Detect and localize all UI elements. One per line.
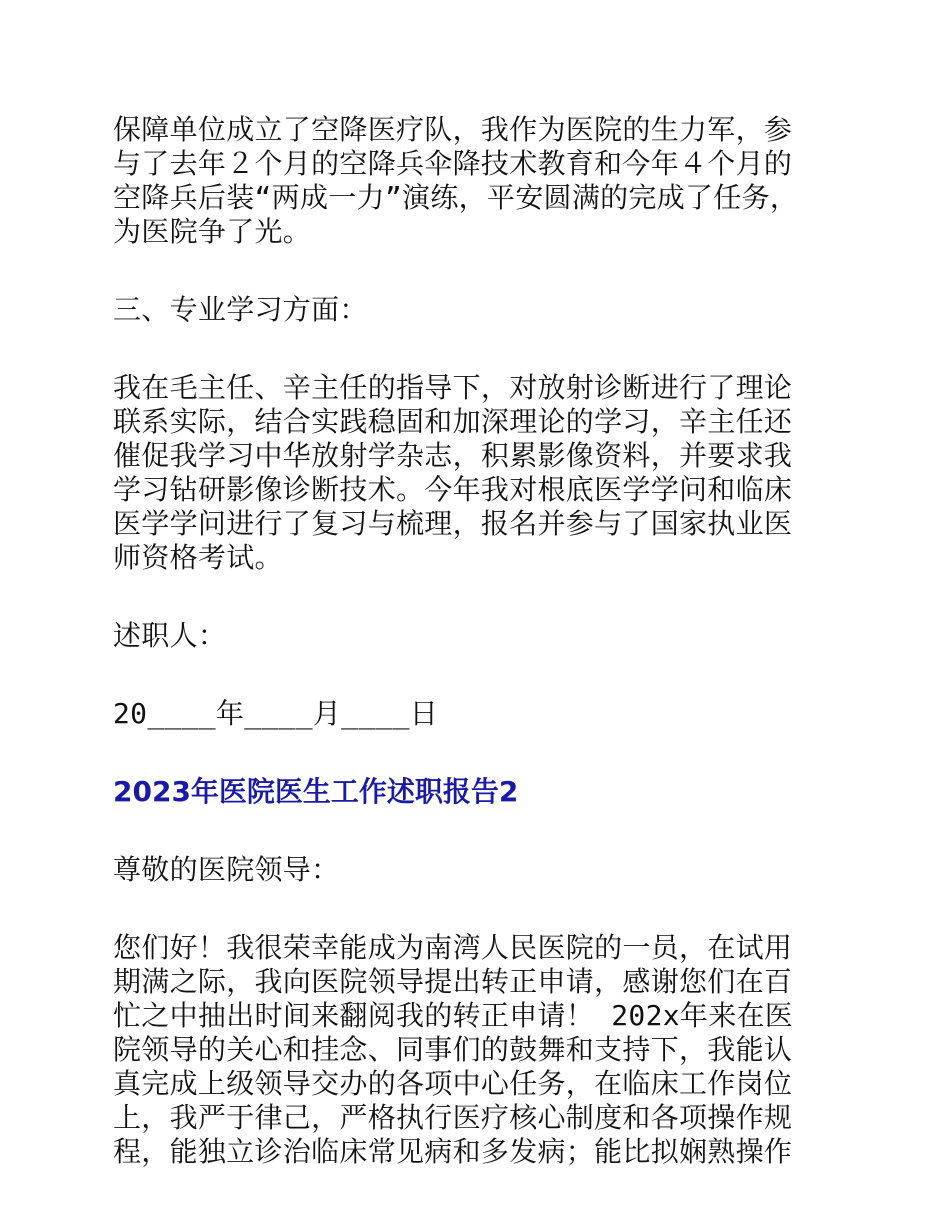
text-line: 真完成上级领导交办的各项中心任务，在临床工作岗位 — [113, 1067, 793, 1100]
text-line: 三、专业学习方面： — [113, 293, 368, 326]
text-line: 上，我严于律己，严格执行医疗核心制度和各项操作规 — [113, 1101, 793, 1134]
text-line: 师资格考试。 — [113, 541, 283, 574]
text-line: 您们好！我很荣幸能成为南湾人民医院的一员，在试用 — [113, 931, 793, 964]
text-line: 催促我学习中华放射学杂志，积累影像资料，并要求我 — [113, 439, 793, 472]
text-line: 医学学问进行了复习与梳理，报名并参与了国家执业医 — [113, 507, 793, 540]
text-line: 与了去年２个月的空降兵伞降技术教育和今年４个月的 — [113, 147, 793, 180]
text-line: 程，能独立诊治临床常见病和多发病；能比拟娴熟操作 — [113, 1135, 793, 1168]
report-heading: 2023年医院医生工作述职报告2 — [113, 775, 519, 808]
text-line: 为医院争了光。 — [113, 215, 312, 248]
text-line: 学习钻研影像诊断技术。今年我对根底医学学问和临床 — [113, 473, 793, 506]
text-line: 期满之际，我向医院领导提出转正申请，感谢您们在百 — [113, 965, 793, 998]
section-heading-professional-study — [113, 293, 837, 327]
document-body — [113, 113, 837, 1169]
text-line: 尊敬的医院领导： — [113, 853, 340, 886]
paragraph-air-medical-team — [113, 113, 837, 249]
text-line: 联系实际，结合实践稳固和加深理论的学习，辛主任还 — [113, 405, 793, 438]
text-line: 忙之中抽出时间来翻阅我的转正申请！ 202x年来在医 — [113, 999, 794, 1032]
paragraph-confirmation-request — [113, 931, 837, 1169]
text-line: 我在毛主任、辛主任的指导下，对放射诊断进行了理论 — [113, 371, 793, 404]
date-line — [113, 697, 837, 731]
salutation — [113, 853, 837, 887]
text-line: 院领导的关心和挂念、同事们的鼓舞和支持下，我能认 — [113, 1033, 793, 1066]
text-line: 20____年____月____日 — [113, 697, 439, 730]
paragraph-study-details — [113, 371, 837, 575]
signature-label — [113, 619, 837, 653]
text-line: 保障单位成立了空降医疗队，我作为医院的生力军，参 — [113, 113, 793, 146]
text-line: 述职人： — [113, 619, 227, 652]
text-line: 空降兵后装“两成一力”演练，平安圆满的完成了任务， — [113, 181, 799, 214]
